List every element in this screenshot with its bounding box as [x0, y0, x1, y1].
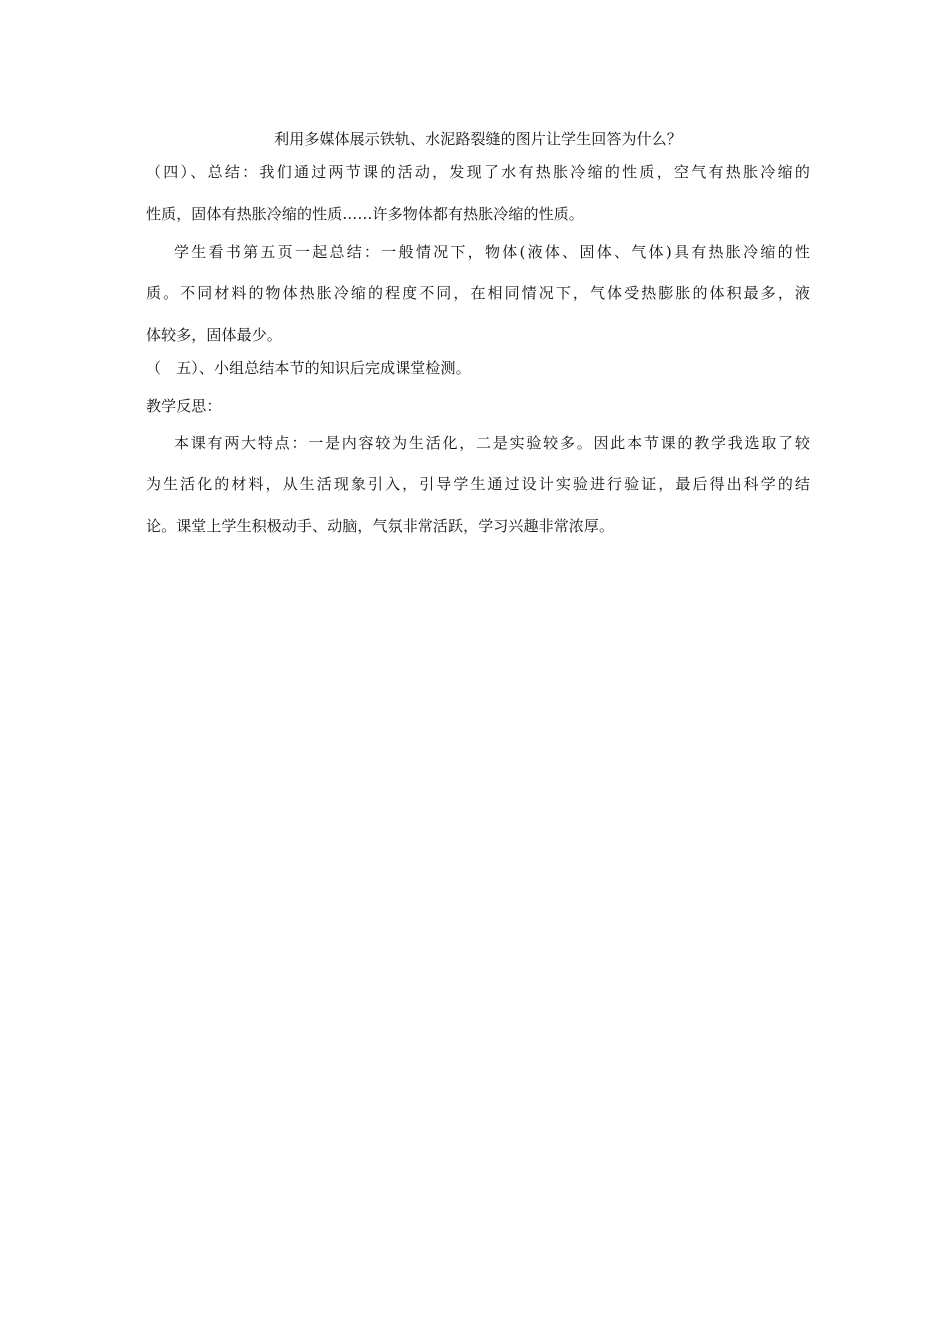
reflection-line-3: 论。课堂上学生积极动手、动脑，气氛非常活跃，学习兴趣非常浓厚。	[146, 517, 615, 535]
reflection-line-1: 本课有两大特点：一是内容较为生活化，二是实验较多。因此本节课的教学我选取了较	[174, 434, 810, 452]
intro-line: 利用多媒体展示铁轨、水泥路裂缝的图片让学生回答为什么？	[274, 130, 682, 148]
student-summary-line-2: 质。不同材料的物体热胀冷缩的程度不同，在相同情况下，气体受热膨胀的体积最多，液	[146, 284, 810, 302]
reflection-heading: 教学反思：	[146, 397, 222, 415]
summary-line-2: 性质，固体有热胀冷缩的性质……许多物体都有热胀冷缩的性质。	[146, 205, 584, 223]
summary-heading-line: （四）、总结：我们通过两节课的活动，发现了水有热胀冷缩的性质，空气有热胀冷缩的	[146, 163, 810, 181]
student-summary-line-3: 体较多，固体最少。	[146, 326, 282, 344]
group-summary-line: （ 五）、小组总结本节的知识后完成课堂检测。	[146, 359, 471, 377]
reflection-line-2: 为生活化的材料，从生活现象引入，引导学生通过设计实验进行验证，最后得出科学的结	[146, 475, 810, 493]
student-summary-line-1: 学生看书第五页一起总结：一般情况下，物体(液体、固体、气体)具有热胀冷缩的性	[174, 243, 810, 261]
